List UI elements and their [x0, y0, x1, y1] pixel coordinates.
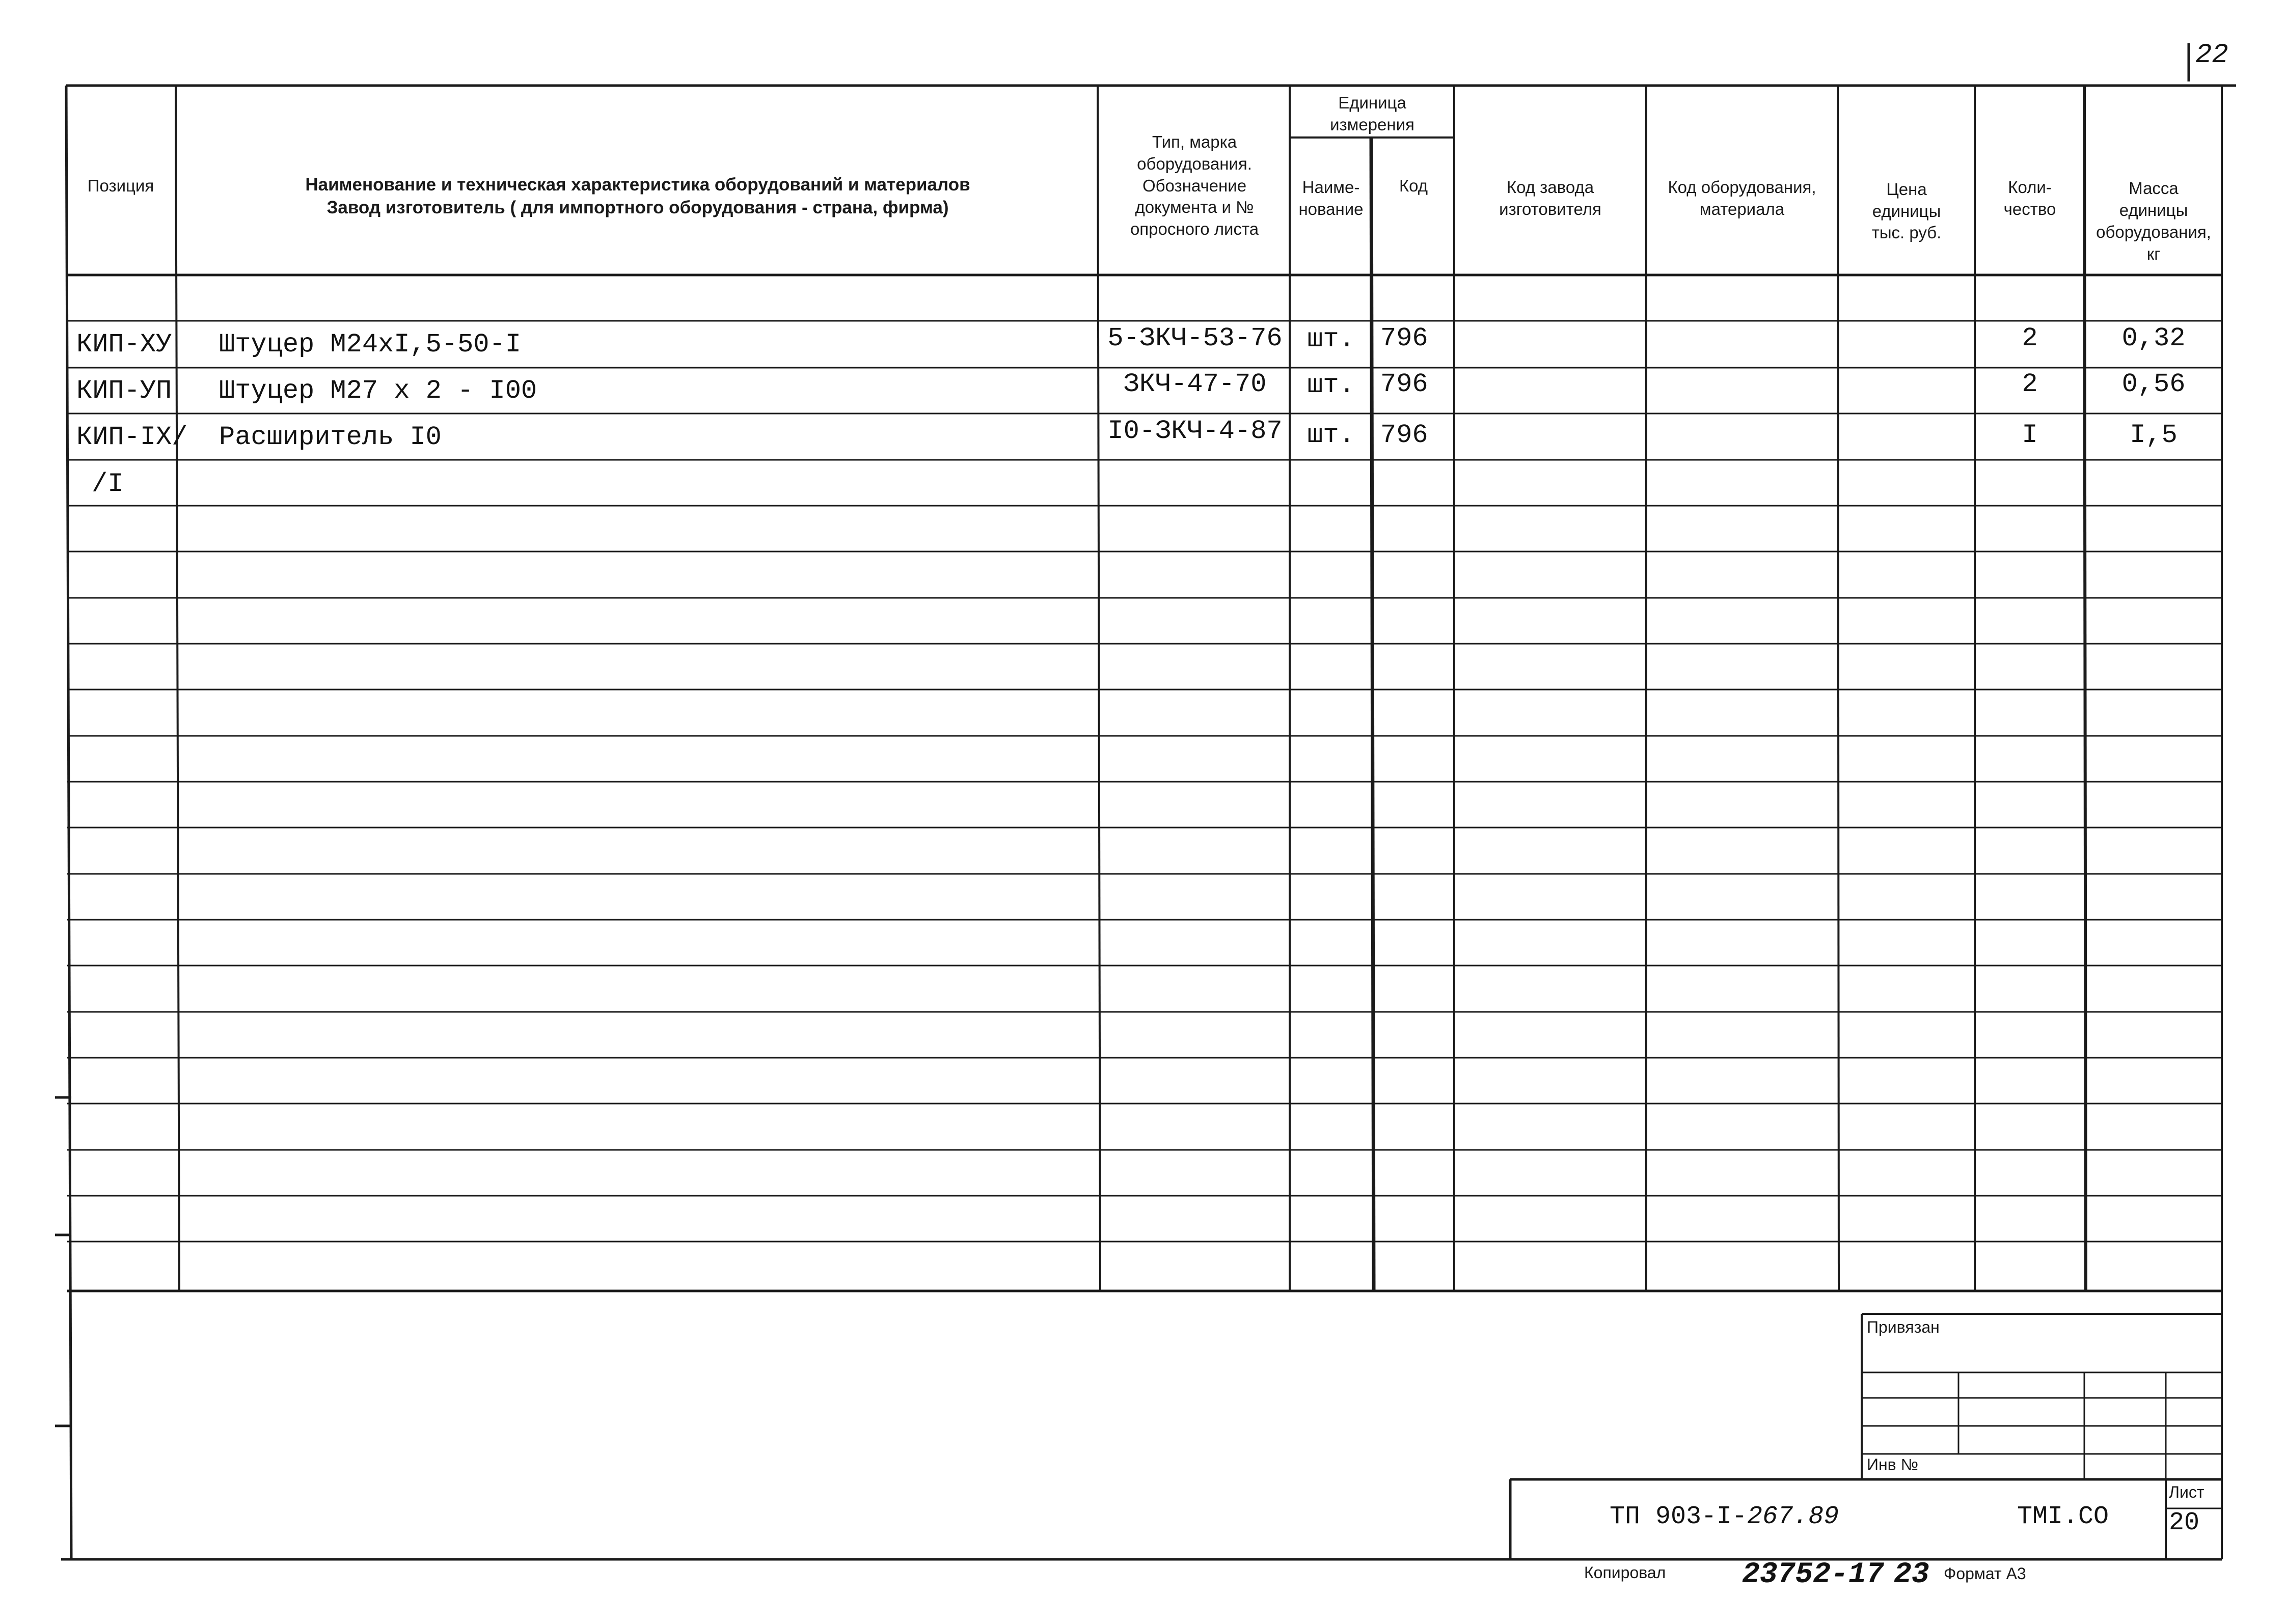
- row-4-unit: [1291, 463, 1371, 504]
- header-name: Наименование и техническая характеристика оборудований и материалов Завод изготовитель ( для импортного оборудования - страна, фирма): [305, 174, 970, 217]
- row-3-quantity: I: [2022, 420, 2038, 450]
- archive-number: 23752-17: [1742, 1558, 1884, 1591]
- row-3-unit-code: 796: [1380, 420, 1428, 450]
- row-2-mass: 0,56: [2121, 369, 2186, 399]
- row-4-name: [219, 463, 1085, 504]
- document-code: ТМI.СО: [2017, 1502, 2109, 1531]
- row-1-unit: шт.: [1307, 324, 1355, 354]
- row-1-quantity: 2: [2022, 323, 2038, 353]
- row-3-position: КИП-IХ/: [76, 422, 188, 452]
- row-2-name: Штуцер М27 х 2 - I00: [219, 375, 537, 406]
- sheet-index: 23: [1894, 1558, 1929, 1591]
- copied-label: Копировал: [1584, 1563, 1666, 1582]
- document-prefix: ТП 903-I-: [1610, 1502, 1748, 1531]
- row-2-unit: шт.: [1307, 370, 1355, 400]
- header-equipment-code: Код оборудования, материала: [1668, 178, 1816, 218]
- row-1-name: Штуцер М24хI,5-50-I: [219, 329, 521, 360]
- header-unit-group: Единица измерения: [1330, 93, 1414, 134]
- header-price: Цена единицы тыс. руб.: [1871, 179, 1942, 242]
- document-designation: [1610, 1502, 1839, 1531]
- page-number: 22: [2195, 40, 2228, 71]
- row-1-type: 5-ЗКЧ-53-76: [1107, 323, 1283, 353]
- row-1-position: КИП-ХУ: [76, 329, 172, 360]
- row-4-type: [1100, 463, 1290, 504]
- header-unit-name: Наиме- нование: [1298, 178, 1364, 218]
- sheet-label: Лист: [2169, 1483, 2205, 1501]
- row-2-quantity: 2: [2022, 369, 2038, 399]
- inventory-number-label: Инв №: [1867, 1455, 1918, 1474]
- row-4-unit-code: [1380, 463, 1452, 504]
- row-4-quantity: [1976, 463, 2084, 504]
- header-quantity: Коли- чество: [2003, 178, 2056, 218]
- header-type: Тип, марка оборудования. Обозначение документа и № опросного листа: [1130, 132, 1259, 239]
- sheet-number: 20: [2169, 1508, 2200, 1537]
- document-number-handwritten: 267.89: [1747, 1502, 1839, 1531]
- row-4-position: /I: [92, 469, 124, 499]
- row-4-mass: [2086, 463, 2221, 504]
- header-position: Позиция: [87, 176, 154, 195]
- row-3-name: Расширитель I0: [219, 422, 442, 452]
- row-3-unit: шт.: [1307, 420, 1355, 450]
- row-1-unit-code: 796: [1380, 323, 1428, 353]
- header-plant-code: Код завода изготовителя: [1499, 178, 1601, 218]
- row-2-type: ЗКЧ-47-70: [1123, 369, 1267, 399]
- format-label: Формат А3: [1944, 1564, 2026, 1583]
- row-3-type: I0-ЗКЧ-4-87: [1107, 416, 1283, 446]
- table-grid: [66, 86, 2222, 1291]
- header-mass: Масса единицы оборудования, кг: [2096, 179, 2211, 263]
- header-unit-code: Код: [1399, 176, 1428, 195]
- row-3-mass: I,5: [2130, 420, 2178, 450]
- row-1-mass: 0,32: [2121, 323, 2186, 353]
- row-2-unit-code: 796: [1380, 369, 1428, 399]
- privyazan-label: Привязан: [1867, 1318, 1940, 1336]
- row-2-position: КИП-УП: [76, 375, 172, 406]
